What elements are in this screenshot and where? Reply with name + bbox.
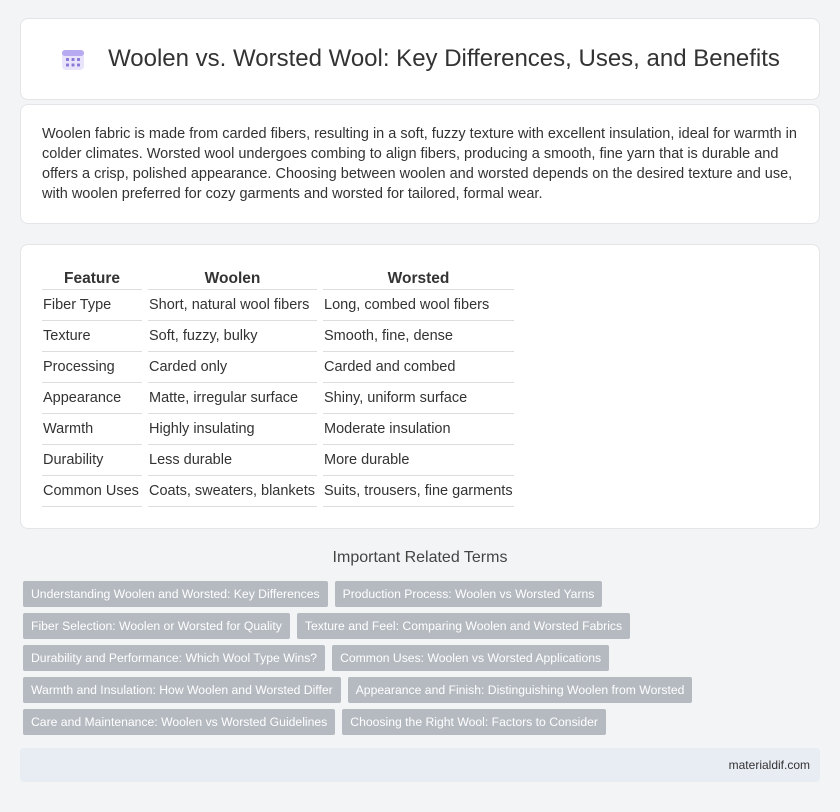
table-cell: Soft, fuzzy, bulky	[148, 321, 317, 352]
related-term-link[interactable]: Appearance and Finish: Distinguishing Woolen from Worsted	[348, 677, 693, 703]
table-header-row	[42, 267, 514, 290]
table-cell: Highly insulating	[148, 414, 317, 445]
table-row	[42, 414, 514, 445]
related-terms-list	[23, 581, 803, 741]
comparison-table	[36, 267, 520, 507]
related-term-link[interactable]: Understanding Woolen and Worsted: Key Differences	[23, 581, 328, 607]
page-title: Woolen vs. Worsted Wool: Key Differences, Uses, and Benefits	[108, 45, 780, 72]
page-header	[20, 18, 820, 100]
table-row	[42, 476, 514, 507]
table-cell: Durability	[42, 445, 142, 476]
related-term-link[interactable]: Durability and Performance: Which Wool Type Wins?	[23, 645, 325, 671]
table-cell: Carded and combed	[323, 352, 514, 383]
table-cell: Texture	[42, 321, 142, 352]
table-cell: Warmth	[42, 414, 142, 445]
table-cell: Moderate insulation	[323, 414, 514, 445]
related-term-link[interactable]: Common Uses: Woolen vs Worsted Applications	[332, 645, 609, 671]
table-row	[42, 321, 514, 352]
table-cell: Smooth, fine, dense	[323, 321, 514, 352]
header-woolen: Woolen	[148, 267, 317, 290]
table-cell: Long, combed wool fibers	[323, 290, 514, 321]
table-cell: Common Uses	[42, 476, 142, 507]
calendar-grid-icon	[60, 46, 86, 72]
table-cell: Matte, irregular surface	[148, 383, 317, 414]
table-cell: Processing	[42, 352, 142, 383]
intro-card	[20, 104, 820, 224]
header-feature: Feature	[42, 267, 142, 290]
related-term-link[interactable]: Warmth and Insulation: How Woolen and Worsted Differ	[23, 677, 341, 703]
related-term-link[interactable]: Texture and Feel: Comparing Woolen and Worsted Fabrics	[297, 613, 630, 639]
related-term-link[interactable]: Choosing the Right Wool: Factors to Consider	[342, 709, 606, 735]
table-cell: Short, natural wool fibers	[148, 290, 317, 321]
table-cell: Appearance	[42, 383, 142, 414]
table-cell: Coats, sweaters, blankets	[148, 476, 317, 507]
page-footer	[20, 748, 820, 782]
tag-row	[23, 613, 803, 639]
tag-row	[23, 581, 803, 607]
tag-row	[23, 677, 803, 703]
table-cell: Carded only	[148, 352, 317, 383]
related-term-link[interactable]: Care and Maintenance: Woolen vs Worsted Guidelines	[23, 709, 335, 735]
table-row	[42, 290, 514, 321]
related-term-link[interactable]: Production Process: Woolen vs Worsted Yarns	[335, 581, 603, 607]
related-term-link[interactable]: Fiber Selection: Woolen or Worsted for Quality	[23, 613, 290, 639]
table-cell: Shiny, uniform surface	[323, 383, 514, 414]
table-cell: More durable	[323, 445, 514, 476]
related-terms-title: Important Related Terms	[332, 549, 508, 566]
table-row	[42, 383, 514, 414]
site-link[interactable]: materialdif.com	[728, 758, 810, 772]
table-cell: Fiber Type	[42, 290, 142, 321]
comparison-card	[20, 244, 820, 529]
intro-text: Woolen fabric is made from carded fibers, resulting in a soft, fuzzy texture with excellent insulation, ideal for warmth in colder climates. Worsted wool undergoes combing to align fibers, producing a smooth, fine yarn that is durable and offers a crisp, polished appearance. Choosing between woolen and worsted depends on the desired texture and use, with woolen preferred for cozy garments and worsted for tailored, formal wear.	[42, 126, 797, 202]
table-row	[42, 445, 514, 476]
table-row	[42, 352, 514, 383]
table-cell: Less durable	[148, 445, 317, 476]
table-cell: Suits, trousers, fine garments	[323, 476, 514, 507]
header-worsted: Worsted	[323, 267, 514, 290]
tag-row	[23, 645, 803, 671]
tag-row	[23, 709, 803, 735]
